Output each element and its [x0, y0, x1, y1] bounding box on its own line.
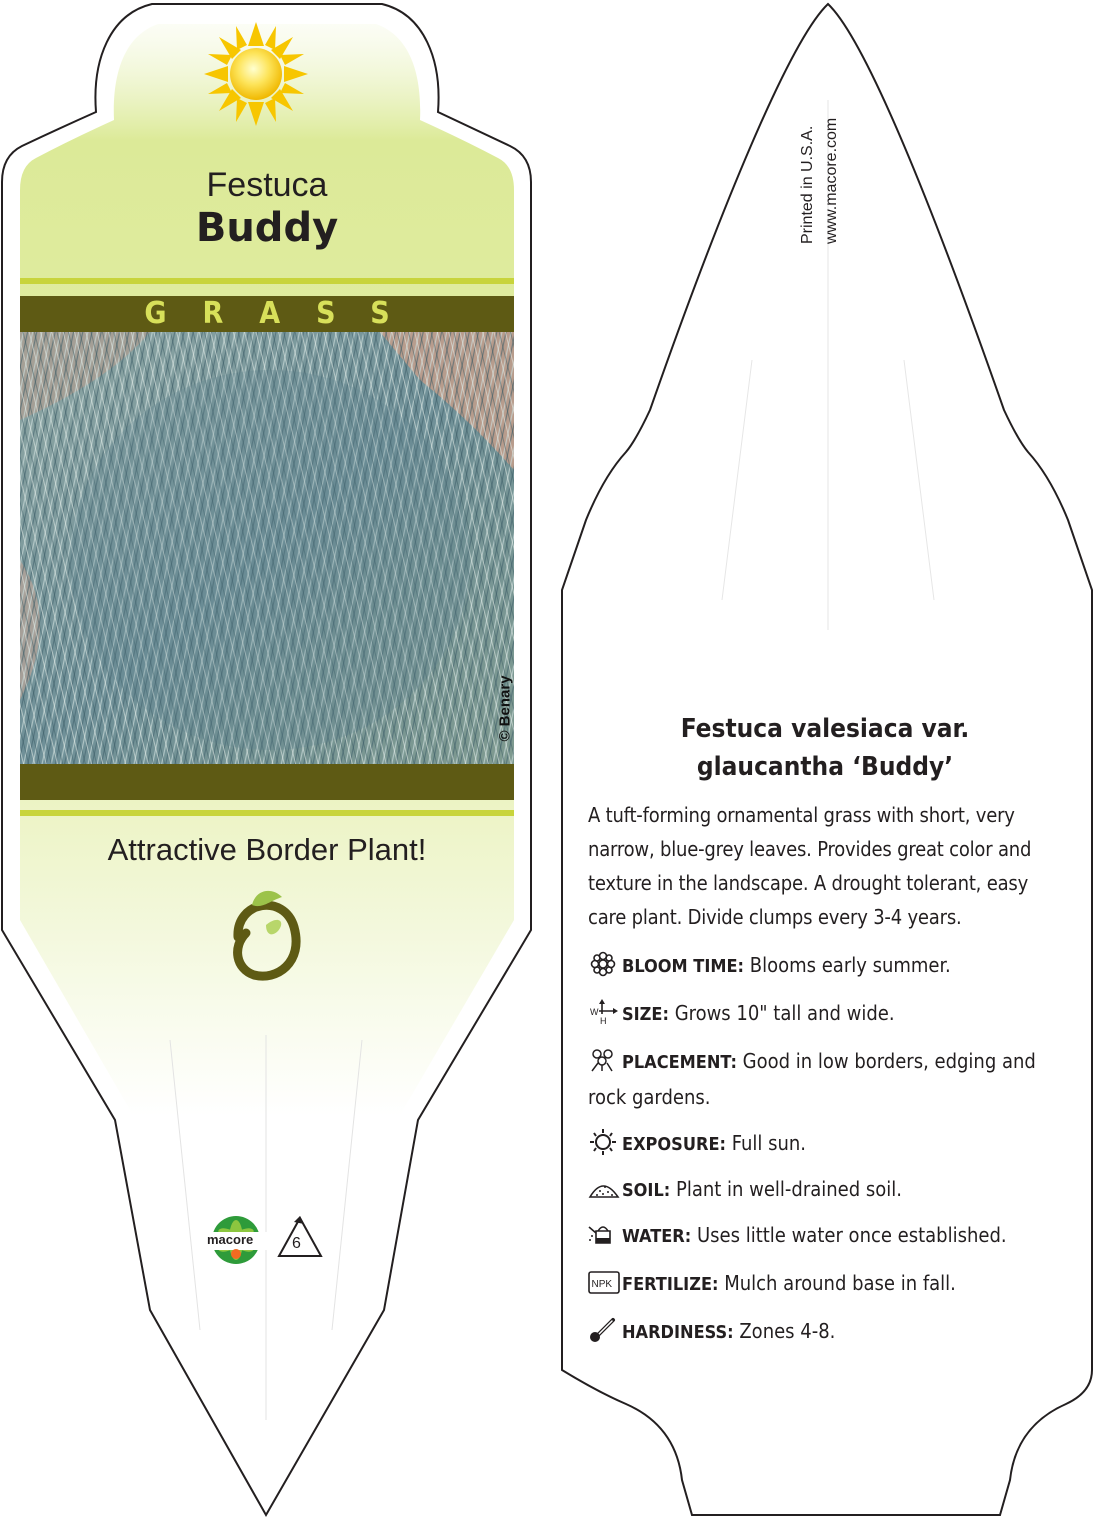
- watering-can-icon: [588, 1221, 622, 1247]
- printed-in: Printed in U.S.A.: [799, 125, 816, 244]
- top-rule: [20, 278, 514, 284]
- care-label: WATER:: [622, 1226, 692, 1247]
- description: A tuft-forming ornamental grass with short, very narrow, blue-grey leaves. Provides great color and texture in the landscape. A drought tolerant, easy care plant. Divide clumps every 3-4 years.: [588, 803, 1032, 929]
- care-text: Grows 10" tall and wide.: [674, 1001, 895, 1025]
- tagline: Attractive Border Plant!: [107, 832, 427, 867]
- size-icon: [588, 999, 622, 1025]
- placement-icon: [588, 1047, 622, 1073]
- svg-text:NPK: NPK: [591, 1279, 613, 1290]
- plant-genus: Festuca: [206, 166, 328, 204]
- care-label: EXPOSURE:: [622, 1134, 727, 1155]
- soil-icon: [588, 1175, 622, 1201]
- care-text: Plant in well-drained soil.: [675, 1177, 902, 1201]
- care-label: FERTILIZE:: [622, 1274, 719, 1295]
- care-row-water: [588, 1218, 1066, 1254]
- care-text: Zones 4-8.: [739, 1319, 836, 1343]
- flower-icon: [588, 951, 622, 977]
- website: www.macore.com: [823, 117, 840, 244]
- sun-icon: [588, 1129, 622, 1155]
- care-row-exposure: [588, 1126, 1066, 1162]
- care-text: Mulch around base in fall.: [724, 1271, 956, 1295]
- care-row-placement: [588, 1044, 1066, 1114]
- printed-info: [796, 64, 844, 244]
- care-row-hardiness: [588, 1314, 1066, 1350]
- bottom-band: [20, 764, 514, 800]
- care-row-fertilize: [588, 1266, 1066, 1302]
- care-label: BLOOM TIME:: [622, 956, 745, 977]
- scientific-name-line2: glaucantha ‘Buddy’: [696, 752, 954, 782]
- care-text: Good in low borders, edging and rock gardens.: [588, 1049, 1036, 1109]
- brand-name: macore: [207, 1232, 254, 1247]
- sun-icon: [204, 22, 308, 126]
- care-row-bloom-time: [588, 948, 1066, 984]
- care-label: HARDINESS:: [622, 1322, 734, 1343]
- recycle-code: 6: [292, 1235, 301, 1252]
- scientific-name-line1: Festuca valesiaca var.: [680, 714, 970, 744]
- care-row-soil: [588, 1172, 1066, 1208]
- care-text: Uses little water once established.: [696, 1223, 1007, 1247]
- scientific-name: [588, 710, 1062, 786]
- plant-photo: [20, 332, 514, 764]
- care-text: Full sun.: [731, 1131, 807, 1155]
- care-label: SOIL:: [622, 1180, 671, 1201]
- care-row-size: [588, 996, 1066, 1032]
- care-label: SIZE:: [622, 1004, 669, 1025]
- care-label: PLACEMENT:: [622, 1052, 737, 1073]
- thermometer-icon: [588, 1317, 622, 1343]
- npk-icon: [588, 1269, 622, 1295]
- plant-category: GRASS: [144, 296, 426, 331]
- bottom-rule: [20, 810, 514, 816]
- plant-cultivar: Buddy: [195, 205, 339, 251]
- svg-text:H: H: [600, 1016, 607, 1025]
- svg-text:W: W: [590, 1007, 599, 1017]
- care-text: Blooms early summer.: [749, 953, 951, 977]
- photo-credit: © Benary: [496, 675, 514, 742]
